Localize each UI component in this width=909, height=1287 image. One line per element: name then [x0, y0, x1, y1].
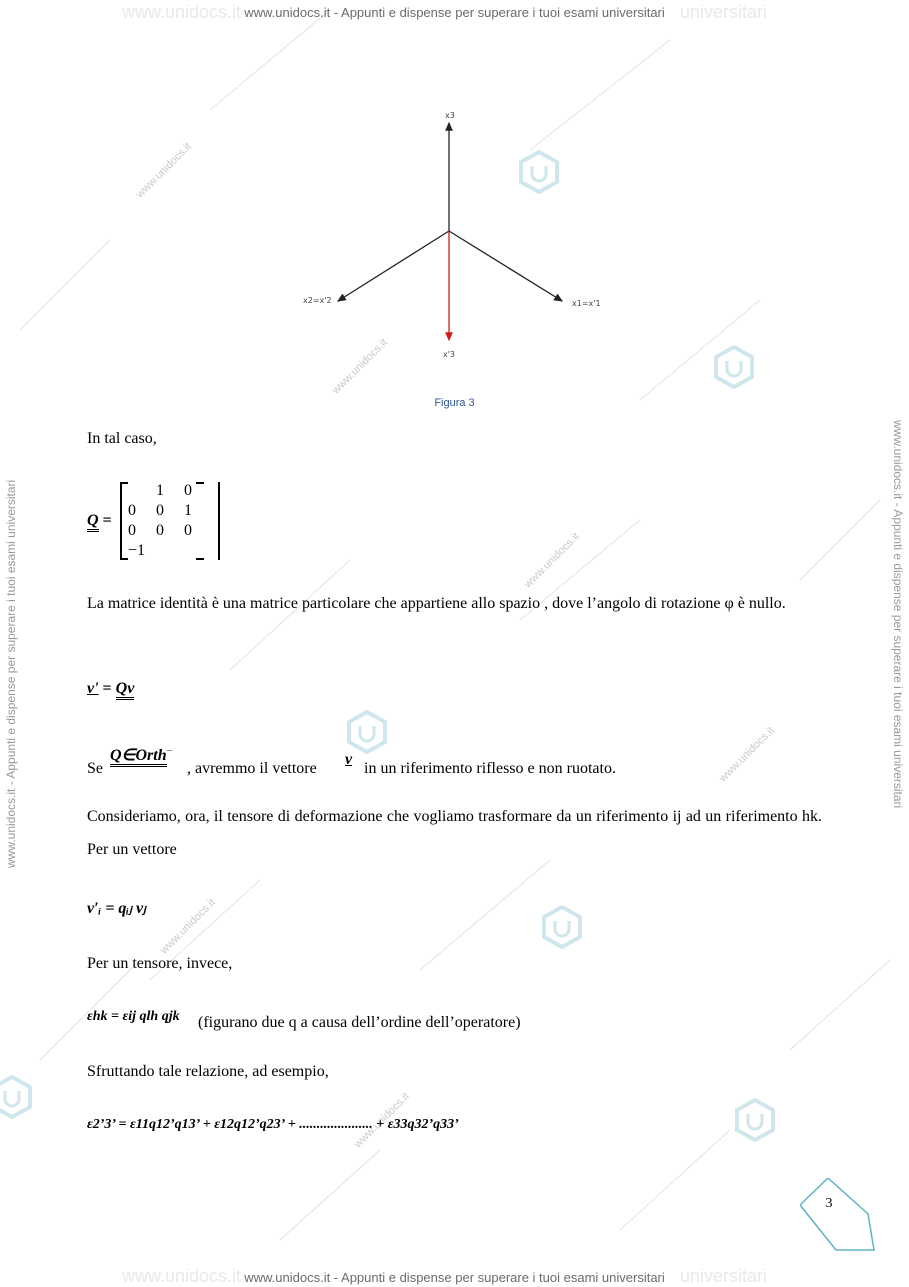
axis-x3-label: x3 [445, 111, 455, 120]
matrix-bracket-cap [196, 482, 204, 484]
matrix-cell: −1 [128, 542, 146, 559]
axis-x2-line [338, 231, 449, 301]
diagonal-watermark: www.unidocs.it [522, 530, 582, 591]
diagonal-watermark: www.unidocs.it [330, 336, 390, 397]
page-number-badge [800, 1178, 880, 1258]
matrix-cell: 1 [156, 482, 164, 499]
axes-figure [290, 105, 620, 365]
se-formula [110, 735, 172, 772]
footer-watermark: www.unidocs.it - Appunti e dispense per superare i tuoi esami universitari [244, 1270, 665, 1285]
identity-paragraph: La matrice identità è una matrice particolare che appartiene allo spazio , dove l’angolo di rotazione φ è nullo. [87, 595, 786, 612]
diagonal-watermark: www.unidocs.it [158, 896, 218, 957]
matrix-cell: 0 [184, 482, 192, 499]
right-side-watermark: www.unidocs.it - Appunti e dispense per superare i tuoi esami universitari [891, 420, 905, 809]
eq-v-rhs: Qv [116, 680, 135, 700]
matrix-cell: 0 [156, 522, 164, 539]
axis-x1-line [449, 231, 562, 301]
left-side-watermark: www.unidocs.it - Appunti e dispense per superare i tuoi esami universitari [4, 479, 18, 868]
matrix-cell: 1 [184, 502, 192, 519]
per-tensore-text: Per un tensore, invece, [87, 955, 233, 972]
matrix-equals: = [102, 512, 112, 529]
header-watermark: www.unidocs.it - Appunti e dispense per superare i tuoi esami universitari [244, 5, 665, 20]
equation-v-prime [87, 672, 134, 705]
matrix-cell: 0 [128, 502, 136, 519]
se-formula-text: Q∈Orth [110, 747, 167, 767]
eq-v-lhs: v' [87, 680, 99, 697]
equation-tensor-transform: εhk = εij qlh qjk [87, 1009, 180, 1024]
se-end: in un riferimento riflesso e non ruotato. [364, 760, 616, 777]
sfruttando-text: Sfruttando tale relazione, ad esempio, [87, 1063, 329, 1080]
matrix-cell: 0 [156, 502, 164, 519]
unidocs-logo-icon [540, 905, 584, 949]
matrix-label [87, 504, 112, 537]
matrix-symbol: Q [87, 512, 99, 532]
se-formula-sup: − [166, 746, 173, 757]
se-vector: v [345, 751, 353, 768]
ghost-watermark-top: www.unidocs.it [122, 2, 242, 22]
matrix-cell: 0 [184, 522, 192, 539]
diagonal-watermark: www.unidocs.it [134, 140, 194, 201]
matrix-bracket-cap [120, 482, 128, 484]
axis-x2-label: x2=x'2 [303, 296, 332, 305]
equation-vector-transform: v′ᵢ = qᵢⱼ vⱼ [87, 900, 146, 917]
axis-x3-prime-label: x'3 [443, 350, 456, 359]
consider-paragraph: Consideriamo, ora, il tensore di deformazione che vogliamo trasformare da un riferimento ij ad un riferimento hk. Per un vettore [87, 808, 822, 858]
intro-text: In tal caso, [87, 430, 157, 447]
eq-v-equals: = [102, 680, 112, 697]
diagonal-watermark: www.unidocs.it [717, 724, 777, 785]
ghost-watermark-bottom: www.unidocs.it [122, 1266, 242, 1286]
axis-x1-label: x1=x'1 [572, 299, 601, 308]
tensor-note: (figurano due q a causa dell’ordine dell’operatore) [198, 1014, 521, 1031]
se-middle: , avremmo il vettore [187, 760, 317, 777]
unidocs-logo-icon [0, 1075, 34, 1119]
matrix-cell: 0 [128, 522, 136, 539]
ghost-watermark-bottom-right: universitari [680, 1266, 768, 1286]
se-word: Se [87, 760, 103, 777]
matrix-bracket-cap [196, 558, 204, 560]
ghost-watermark-top-right: universitari [680, 2, 768, 22]
page-number: 3 [825, 1196, 833, 1211]
unidocs-logo-icon [712, 345, 756, 389]
diagonal-watermark: www.unidocs.it [352, 1090, 412, 1151]
matrix-q [120, 482, 220, 560]
figure-caption: Figura 3 [434, 397, 475, 409]
unidocs-logo-icon [733, 1098, 777, 1142]
equation-expansion: ε2’3’ = ε11q12’q13’ + ε12q12’q23’ + ..................... + ε33q32’q33’ [87, 1117, 459, 1132]
matrix-bracket-cap [120, 558, 128, 560]
